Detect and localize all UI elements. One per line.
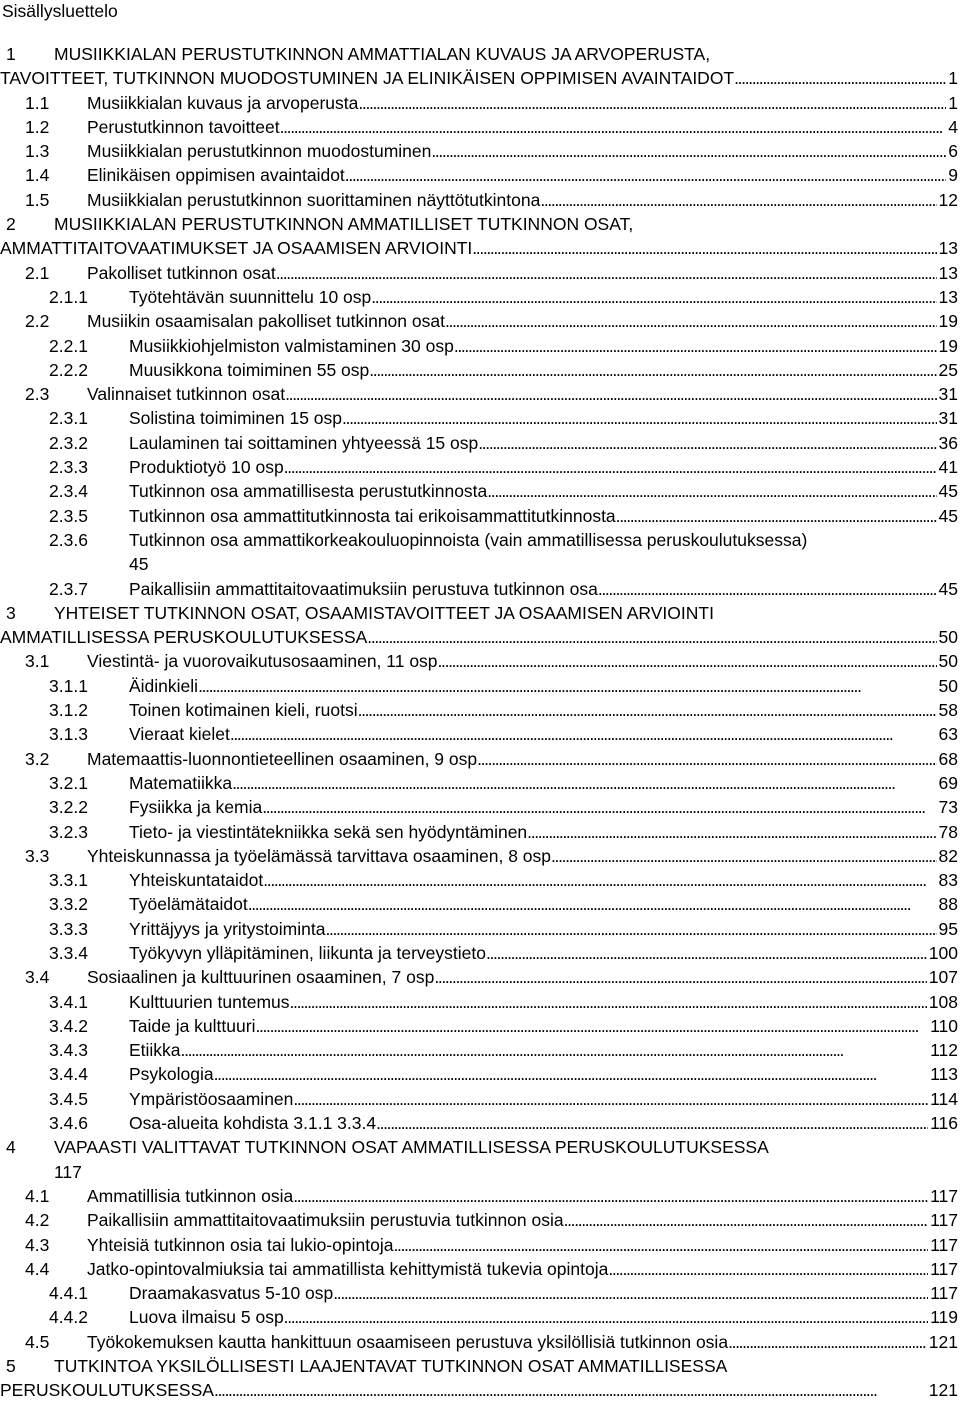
toc-entry-title: Musiikkialan kuvaus ja arvoperusta bbox=[87, 92, 359, 113]
toc-entry-number: 3.2.2 bbox=[49, 797, 88, 818]
toc-entry[interactable] bbox=[0, 698, 960, 722]
toc-entry-number: 3.2.1 bbox=[49, 772, 88, 793]
toc-page-number: 112 bbox=[930, 1040, 958, 1061]
toc-entry-number: 3.4 bbox=[25, 967, 50, 988]
toc-dot-leader bbox=[431, 139, 946, 163]
toc-dot-leader bbox=[438, 649, 937, 673]
toc-entry-title: Produktiotyö 10 osp bbox=[129, 457, 284, 478]
toc-entry[interactable] bbox=[0, 1330, 960, 1354]
toc-page-number: 68 bbox=[938, 748, 958, 769]
toc-page-number: 95 bbox=[938, 918, 958, 939]
toc-entry-title: TAVOITTEET, TUTKINNON MUODOSTUMINEN JA ELINIKÄISEN OPPIMISEN AVAINTAIDOT bbox=[0, 68, 735, 89]
toc-page-number: 113 bbox=[930, 1064, 958, 1085]
toc-dot-leader bbox=[454, 334, 937, 358]
toc-entry[interactable] bbox=[0, 382, 960, 406]
toc-entry-number: 3 bbox=[6, 602, 16, 623]
toc-entry-number: 2.2.1 bbox=[49, 335, 88, 356]
toc-entry-title: Musiikin osaamisalan pakolliset tutkinnon osat bbox=[87, 311, 445, 332]
toc-dot-leader bbox=[293, 1087, 928, 1111]
toc-entry-number: 4.4 bbox=[25, 1258, 50, 1279]
toc-entry[interactable] bbox=[0, 455, 960, 479]
toc-entry[interactable] bbox=[0, 479, 960, 503]
toc-page-number: 9 bbox=[948, 165, 958, 186]
toc-dot-leader bbox=[248, 892, 937, 916]
toc-entry-number: 3.4.4 bbox=[49, 1064, 88, 1085]
toc-entry-title: Fysiikka ja kemia bbox=[129, 797, 263, 818]
toc-entry[interactable] bbox=[0, 868, 960, 892]
toc-entry[interactable] bbox=[0, 358, 960, 382]
toc-entry[interactable] bbox=[0, 795, 960, 819]
toc-page-number: 4 bbox=[948, 116, 958, 137]
toc-entry-number: 4.3 bbox=[25, 1234, 50, 1255]
toc-entry[interactable] bbox=[0, 892, 960, 916]
toc-entry[interactable] bbox=[0, 115, 960, 139]
table-of-contents bbox=[0, 42, 960, 1403]
toc-entry[interactable] bbox=[0, 1233, 960, 1257]
toc-page-number: 58 bbox=[938, 700, 958, 721]
toc-entry-number: 3.4.1 bbox=[49, 991, 88, 1012]
toc-dot-leader bbox=[285, 382, 936, 406]
toc-entry[interactable] bbox=[0, 941, 960, 965]
toc-entry-title: Musiikkiohjelmiston valmistaminen 30 osp bbox=[129, 335, 454, 356]
toc-entry-title: Psykologia bbox=[129, 1064, 214, 1085]
toc-entry[interactable] bbox=[0, 1257, 960, 1281]
toc-entry-title: Luova ilmaisu 5 osp bbox=[129, 1307, 284, 1328]
toc-entry-number: 4.5 bbox=[25, 1331, 50, 1352]
toc-entry-number: 2.3.7 bbox=[49, 578, 88, 599]
toc-dot-leader bbox=[358, 698, 937, 722]
toc-dot-leader bbox=[263, 868, 936, 892]
toc-page-number: 117 bbox=[930, 1234, 958, 1255]
toc-dot-leader bbox=[371, 285, 936, 309]
toc-entry[interactable] bbox=[0, 1184, 960, 1208]
toc-entry-number: 2.2.2 bbox=[49, 359, 88, 380]
toc-entry-number: 1.1 bbox=[25, 92, 50, 113]
toc-dot-leader bbox=[333, 1281, 928, 1305]
toc-entry[interactable] bbox=[0, 1038, 960, 1062]
toc-entry[interactable] bbox=[0, 1111, 960, 1135]
toc-page-number: 110 bbox=[930, 1015, 958, 1036]
toc-dot-leader bbox=[393, 1233, 928, 1257]
toc-entry[interactable] bbox=[0, 1062, 960, 1086]
toc-page-number: 69 bbox=[938, 772, 958, 793]
toc-dot-leader bbox=[284, 455, 937, 479]
toc-entry-title: Toinen kotimainen kieli, ruotsi bbox=[129, 700, 358, 721]
toc-page-number: 13 bbox=[938, 262, 958, 283]
toc-entry[interactable] bbox=[0, 917, 960, 941]
toc-dot-leader bbox=[342, 406, 937, 430]
toc-entry[interactable] bbox=[0, 212, 960, 261]
toc-dot-leader bbox=[369, 358, 936, 382]
toc-dot-leader bbox=[358, 91, 946, 115]
toc-entry-number: 5 bbox=[6, 1356, 16, 1377]
toc-entry-number: 2.3.5 bbox=[49, 505, 88, 526]
toc-entry-number: 3.4.2 bbox=[49, 1015, 88, 1036]
toc-entry-title: Työelämätaidot bbox=[129, 894, 248, 915]
toc-entry-title: Yhteiskunnassa ja työelämässä tarvittava osaaminen, 8 osp bbox=[87, 845, 552, 866]
toc-dot-leader bbox=[280, 115, 947, 139]
toc-entry-number: 3.2 bbox=[25, 748, 50, 769]
toc-entry-title: Etiikka bbox=[129, 1040, 181, 1061]
toc-entry-number: 2.1 bbox=[25, 262, 50, 283]
toc-page-number: 50 bbox=[938, 675, 958, 696]
toc-page-number: 100 bbox=[928, 942, 958, 963]
toc-dot-leader bbox=[290, 990, 927, 1014]
toc-entry-number: 2 bbox=[6, 214, 16, 235]
toc-entry-title: Tutkinnon osa ammattitutkinnosta tai erikoisammattitutkinnosta bbox=[129, 505, 616, 526]
toc-entry[interactable] bbox=[0, 820, 960, 844]
toc-entry-title: Kulttuurien tuntemus bbox=[129, 991, 290, 1012]
toc-dot-leader bbox=[284, 1305, 928, 1329]
toc-dot-leader bbox=[376, 1111, 928, 1135]
toc-entry-number: 4.4.2 bbox=[49, 1307, 88, 1328]
toc-entry-number: 3.2.3 bbox=[49, 821, 88, 842]
toc-page-number: 63 bbox=[938, 724, 958, 745]
toc-dot-leader bbox=[486, 941, 927, 965]
toc-entry-title: Vieraat kielet bbox=[129, 724, 230, 745]
toc-dot-leader bbox=[181, 1038, 929, 1062]
toc-entry-title: AMMATTITAITOVAATIMUKSET JA OSAAMISEN ARVIOINTI bbox=[0, 238, 473, 259]
toc-dot-leader bbox=[728, 1330, 927, 1354]
toc-entry-title: Valinnaiset tutkinnon osat bbox=[87, 384, 286, 405]
toc-entry[interactable] bbox=[0, 965, 960, 989]
toc-entry-title: AMMATILLISESSA PERUSKOULUTUKSESSA bbox=[0, 627, 368, 648]
toc-page-number: 25 bbox=[938, 359, 958, 380]
toc-entry-number: 3.3.2 bbox=[49, 894, 88, 915]
toc-entry[interactable] bbox=[0, 601, 960, 650]
toc-entry[interactable] bbox=[0, 334, 960, 358]
toc-entry-title: PERUSKOULUTUKSESSA bbox=[0, 1380, 214, 1401]
toc-entry[interactable] bbox=[0, 1087, 960, 1111]
toc-dot-leader bbox=[214, 1378, 927, 1402]
toc-page-number: 108 bbox=[928, 991, 958, 1012]
toc-dot-leader bbox=[477, 747, 936, 771]
toc-entry[interactable] bbox=[0, 1305, 960, 1329]
toc-entry-number: 3.4.5 bbox=[49, 1088, 88, 1109]
toc-entry-title: Yhteiskuntataidot bbox=[129, 870, 264, 891]
toc-dot-leader bbox=[230, 722, 937, 746]
toc-entry-number: 4.4.1 bbox=[49, 1283, 88, 1304]
toc-entry[interactable] bbox=[0, 528, 960, 577]
toc-page-number: 88 bbox=[938, 894, 958, 915]
toc-entry-number: 4 bbox=[6, 1137, 16, 1158]
toc-page-number: 117 bbox=[54, 1161, 82, 1182]
toc-entry[interactable] bbox=[0, 163, 960, 187]
toc-page-number: 78 bbox=[938, 821, 958, 842]
toc-entry-title: Taide ja kulttuuri bbox=[129, 1015, 256, 1036]
toc-page-number: 12 bbox=[938, 189, 958, 210]
toc-page-number: 117 bbox=[930, 1283, 958, 1304]
toc-entry-number: 3.3.1 bbox=[49, 870, 88, 891]
toc-entry-number: 2.3.3 bbox=[49, 457, 88, 478]
toc-entry[interactable] bbox=[0, 1281, 960, 1305]
toc-entry-title-line: TUTKINTOA YKSILÖLLISESTI LAAJENTAVAT TUTKINNON OSAT AMMATILLISESSA bbox=[54, 1356, 728, 1377]
toc-entry-title: Ympäristöosaaminen bbox=[129, 1088, 294, 1109]
toc-entry-title: Työtehtävän suunnittelu 10 osp bbox=[129, 286, 372, 307]
toc-entry-number: 3.4.6 bbox=[49, 1113, 88, 1134]
toc-entry-number: 3.1.1 bbox=[49, 675, 88, 696]
toc-entry[interactable] bbox=[0, 1354, 960, 1403]
toc-entry-number: 1.3 bbox=[25, 141, 50, 162]
toc-entry[interactable] bbox=[0, 649, 960, 673]
toc-page-number: 117 bbox=[930, 1185, 958, 1206]
toc-page-number: 1 bbox=[948, 68, 958, 89]
toc-entry-title: Paikallisiin ammattitaitovaatimuksiin perustuvia tutkinnon osia bbox=[87, 1210, 564, 1231]
toc-page-number: 121 bbox=[928, 1331, 958, 1352]
toc-entry-title: Draamakasvatus 5-10 osp bbox=[129, 1283, 334, 1304]
toc-entry-title: Pakolliset tutkinnon osat bbox=[87, 262, 276, 283]
toc-dot-leader bbox=[367, 625, 936, 649]
toc-dot-leader bbox=[598, 577, 937, 601]
toc-entry-title: Muusikkona toimiminen 55 osp bbox=[129, 359, 370, 380]
toc-page-number: 45 bbox=[129, 554, 149, 575]
toc-entry-number: 1 bbox=[6, 44, 16, 64]
toc-entry-title: Sosiaalinen ja kulttuurinen osaaminen, 7 osp bbox=[87, 967, 435, 988]
toc-entry-number: 2.3.2 bbox=[49, 432, 88, 453]
toc-entry-title: Solistina toimiminen 15 osp bbox=[129, 408, 343, 429]
toc-entry-number: 3.3.3 bbox=[49, 918, 88, 939]
toc-entry[interactable] bbox=[0, 844, 960, 868]
toc-entry[interactable] bbox=[0, 285, 960, 309]
toc-dot-leader bbox=[616, 504, 937, 528]
toc-entry-number: 3.1 bbox=[25, 651, 50, 672]
toc-entry[interactable] bbox=[0, 431, 960, 455]
toc-page-number: 119 bbox=[930, 1307, 958, 1328]
toc-dot-leader bbox=[276, 261, 937, 285]
toc-entry[interactable] bbox=[0, 990, 960, 1014]
toc-entry-title: Paikallisiin ammattitaitovaatimuksiin perustuva tutkinnon osa bbox=[129, 578, 598, 599]
toc-page-number: 41 bbox=[938, 457, 958, 478]
toc-entry[interactable] bbox=[0, 577, 960, 601]
toc-entry-title-line: MUSIIKKIALAN PERUSTUTKINNON AMMATILLISET TUTKINNON OSAT, bbox=[54, 214, 634, 235]
toc-entry-number: 1.4 bbox=[25, 165, 50, 186]
toc-entry-number: 2.3 bbox=[25, 384, 50, 405]
toc-entry-title: Matematiikka bbox=[129, 772, 233, 793]
toc-entry-title: Musiikkialan perustutkinnon muodostuminen bbox=[87, 141, 432, 162]
toc-page-number: 117 bbox=[930, 1210, 958, 1231]
toc-entry-title: Jatko-opintovalmiuksia tai ammatillista kehittymistä tukevia opintoja bbox=[87, 1258, 609, 1279]
toc-page-number: 6 bbox=[948, 141, 958, 162]
toc-entry[interactable] bbox=[0, 188, 960, 212]
toc-dot-leader bbox=[445, 309, 937, 333]
toc-entry-title: Työkokemuksen kautta hankittuun osaamiseen perustuva yksilöllisiä tutkinnon osia bbox=[87, 1331, 729, 1352]
toc-page-number: 116 bbox=[930, 1113, 958, 1134]
toc-dot-leader bbox=[198, 674, 936, 698]
toc-entry-number: 3.3 bbox=[25, 845, 50, 866]
toc-entry-number: 2.3.6 bbox=[49, 529, 88, 550]
toc-entry[interactable] bbox=[0, 1014, 960, 1038]
toc-dot-leader bbox=[487, 479, 936, 503]
toc-dot-leader bbox=[232, 771, 936, 795]
toc-page-number: 73 bbox=[938, 797, 958, 818]
toc-page-number: 114 bbox=[930, 1088, 958, 1109]
toc-entry-title: VAPAASTI VALITTAVAT TUTKINNON OSAT AMMATILLISESSA PERUSKOULUTUKSESSA bbox=[54, 1137, 769, 1158]
toc-entry-title: Yrittäjyys ja yritystoiminta bbox=[129, 918, 326, 939]
toc-entry[interactable] bbox=[0, 1135, 960, 1184]
toc-dot-leader bbox=[564, 1208, 928, 1232]
toc-entry-number: 2.2 bbox=[25, 311, 50, 332]
toc-dot-leader bbox=[540, 188, 936, 212]
toc-dot-leader bbox=[325, 917, 936, 941]
toc-entry-title-line: YHTEISET TUTKINNON OSAT, OSAAMISTAVOITTEET JA OSAAMISEN ARVIOINTI bbox=[54, 602, 714, 623]
toc-dot-leader bbox=[345, 163, 946, 187]
toc-entry-title: Musiikkialan perustutkinnon suorittaminen näyttötutkintona bbox=[87, 189, 541, 210]
toc-page-number: 1 bbox=[948, 92, 958, 113]
toc-entry-number: 4.2 bbox=[25, 1210, 50, 1231]
page-title: Sisällysluettelo bbox=[2, 1, 118, 21]
toc-dot-leader bbox=[255, 1014, 928, 1038]
toc-entry[interactable] bbox=[0, 406, 960, 430]
toc-entry[interactable] bbox=[0, 722, 960, 746]
toc-entry-title: Ammatillisia tutkinnon osia bbox=[87, 1185, 294, 1206]
toc-dot-leader bbox=[472, 236, 936, 260]
toc-entry-number: 3.1.3 bbox=[49, 724, 88, 745]
toc-entry[interactable] bbox=[0, 504, 960, 528]
toc-entry-title: Matemaattis-luonnontieteellinen osaaminen, 9 osp bbox=[87, 748, 478, 769]
toc-entry-number: 4.1 bbox=[25, 1185, 50, 1206]
toc-page-number: 45 bbox=[938, 505, 958, 526]
toc-page-number: 45 bbox=[938, 481, 958, 502]
toc-entry-number: 1.5 bbox=[25, 189, 50, 210]
toc-entry[interactable] bbox=[0, 1208, 960, 1232]
toc-entry-number: 3.1.2 bbox=[49, 700, 88, 721]
toc-entry-number: 2.1.1 bbox=[49, 286, 88, 307]
toc-entry-title: Tutkinnon osa ammatillisesta perustutkinnosta bbox=[129, 481, 488, 502]
toc-page-number: 50 bbox=[938, 627, 958, 648]
toc-page-number: 107 bbox=[928, 967, 958, 988]
toc-dot-leader bbox=[734, 66, 946, 90]
toc-page-number: 36 bbox=[938, 432, 958, 453]
toc-page-number: 19 bbox=[938, 311, 958, 332]
toc-dot-leader bbox=[293, 1184, 928, 1208]
toc-dot-leader bbox=[551, 844, 937, 868]
toc-entry[interactable] bbox=[0, 674, 960, 698]
toc-entry-title: Tutkinnon osa ammattikorkeakouluopinnoista (vain ammatillisessa peruskoulutuksessa) bbox=[129, 529, 808, 550]
toc-page-number: 19 bbox=[938, 335, 958, 356]
toc-entry[interactable] bbox=[0, 42, 960, 91]
toc-entry-title: Osa-alueita kohdista 3.1.1 3.3.4 bbox=[129, 1113, 377, 1134]
toc-entry-title: Laulaminen tai soittaminen yhtyeessä 15 osp bbox=[129, 432, 479, 453]
toc-entry-title: Äidinkieli bbox=[129, 675, 199, 696]
toc-entry[interactable] bbox=[0, 309, 960, 333]
toc-entry-number: 2.3.4 bbox=[49, 481, 88, 502]
toc-entry-number: 3.3.4 bbox=[49, 942, 88, 963]
toc-page-number: 13 bbox=[938, 238, 958, 259]
toc-page-number: 13 bbox=[938, 286, 958, 307]
toc-page-number: 117 bbox=[930, 1258, 958, 1279]
toc-entry-title: Työkyvyn ylläpitäminen, liikunta ja terveystieto bbox=[129, 942, 486, 963]
toc-entry-title: Perustutkinnon tavoitteet bbox=[87, 116, 280, 137]
toc-page-number: 50 bbox=[938, 651, 958, 672]
toc-entry-title: Tieto- ja viestintätekniikka sekä sen hyödyntäminen bbox=[129, 821, 528, 842]
toc-page-number: 121 bbox=[928, 1380, 958, 1401]
toc-entry-title: Elinikäisen oppimisen avaintaidot bbox=[87, 165, 345, 186]
toc-entry-number: 2.3.1 bbox=[49, 408, 88, 429]
toc-page-number: 31 bbox=[938, 408, 958, 429]
toc-page-number: 45 bbox=[938, 578, 958, 599]
toc-page-number: 83 bbox=[938, 870, 958, 891]
toc-entry[interactable] bbox=[0, 139, 960, 163]
toc-entry-title: Yhteisiä tutkinnon osia tai lukio-opintoja bbox=[87, 1234, 394, 1255]
toc-dot-leader bbox=[608, 1257, 928, 1281]
toc-entry-title-line: MUSIIKKIALAN PERUSTUTKINNON AMMATTIALAN KUVAUS JA ARVOPERUSTA, bbox=[54, 44, 711, 64]
toc-dot-leader bbox=[434, 965, 926, 989]
toc-entry-number: 1.2 bbox=[25, 116, 50, 137]
toc-page-number: 82 bbox=[938, 845, 958, 866]
toc-entry[interactable] bbox=[0, 261, 960, 285]
toc-dot-leader bbox=[262, 795, 936, 819]
toc-entry-number: 3.4.3 bbox=[49, 1040, 88, 1061]
toc-entry[interactable] bbox=[0, 771, 960, 795]
toc-dot-leader bbox=[214, 1062, 928, 1086]
toc-page-number: 31 bbox=[938, 384, 958, 405]
toc-entry[interactable] bbox=[0, 747, 960, 771]
toc-entry-title: Viestintä- ja vuorovaikutusosaaminen, 11 osp bbox=[87, 651, 438, 672]
toc-dot-leader bbox=[478, 431, 936, 455]
toc-dot-leader bbox=[527, 820, 936, 844]
toc-entry[interactable] bbox=[0, 91, 960, 115]
